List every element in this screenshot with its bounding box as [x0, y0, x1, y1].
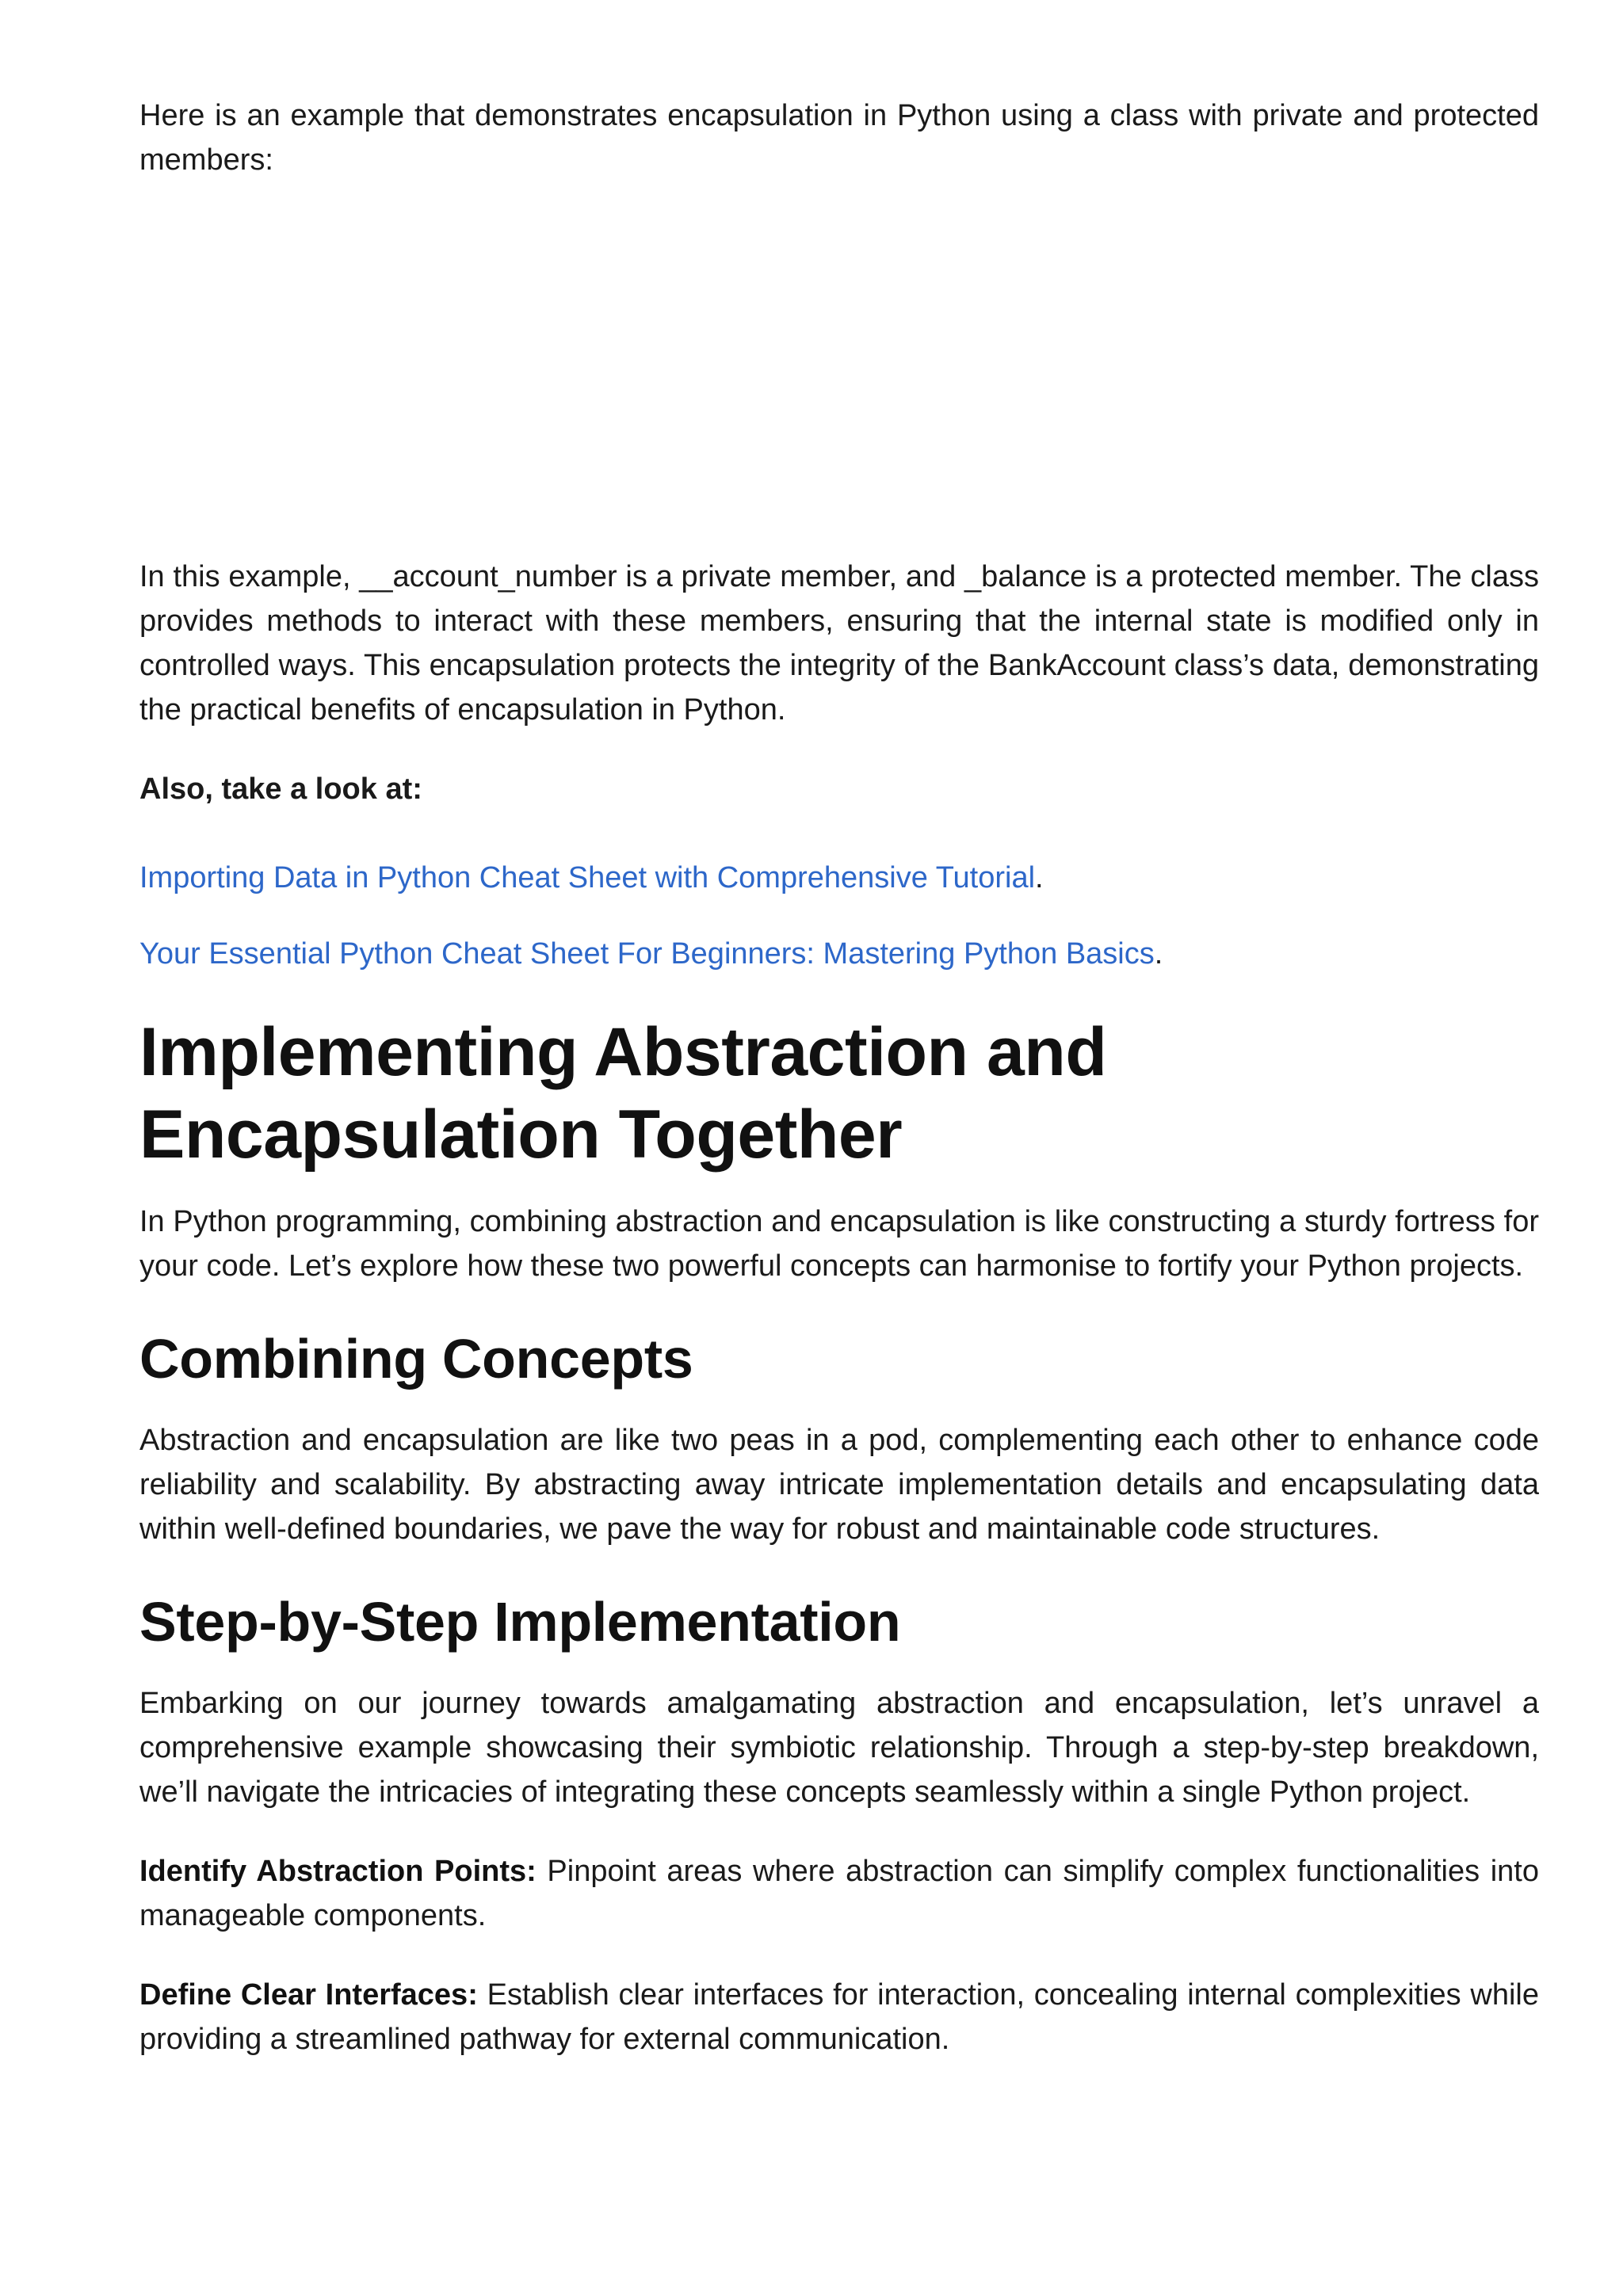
step-item-text: Establish clear interfaces for interaction, concealing internal complexities while providing a streamlined pathway for external communication. [139, 1978, 1539, 2056]
step-item [139, 1849, 1539, 1938]
implementing-paragraph: In Python programming, combining abstraction and encapsulation is like constructing a sturdy fortress for your code. Let’s explore how these two powerful concepts can harmonise to fortify your Python projects. [139, 1205, 1539, 1283]
step-item-text: Pinpoint areas where abstraction can simplify complex functionalities into manageable components. [139, 1855, 1539, 1932]
step-item-label: Define Clear Interfaces: [139, 1978, 478, 2012]
related-link-python-basics[interactable]: Your Essential Python Cheat Sheet For Beginners: Mastering Python Basics [139, 937, 1155, 971]
code-example-placeholder [139, 182, 1539, 555]
related-link-line [139, 932, 1539, 976]
section-heading-implementing: Implementing Abstraction and Encapsulation Together [139, 1014, 1107, 1173]
related-link-line [139, 856, 1539, 900]
combining-paragraph: Abstraction and encapsulation are like two peas in a pod, complementing each other to enhance code reliability and scalability. By abstracting away intricate implementation details and encapsulating data within well-defined boundaries, we pave the way for robust and maintainable code structures. [139, 1424, 1539, 1546]
step-item [139, 1973, 1539, 2061]
article-content [139, 93, 1539, 2061]
link-suffix: . [1035, 861, 1044, 894]
also-look-label: Also, take a look at: [139, 772, 422, 806]
steps-paragraph: Embarking on our journey towards amalgamating abstraction and encapsulation, let’s unravel a comprehensive example showcasing their symbiotic relationship. Through a step-by-step breakdown, we’ll navigate the intricacies of integrating these concepts seamlessly within a single Python project. [139, 1687, 1539, 1809]
link-suffix: . [1154, 937, 1163, 971]
step-item-label: Identify Abstraction Points: [139, 1855, 537, 1888]
section-heading-steps: Step-by-Step Implementation [139, 1591, 901, 1653]
intro-paragraph: Here is an example that demonstrates encapsulation in Python using a class with private and protected members: [139, 99, 1539, 177]
section-heading-combining: Combining Concepts [139, 1328, 693, 1390]
explanation-paragraph: In this example, __account_number is a private member, and _balance is a protected member. The class provides methods to interact with these members, ensuring that the internal state is modified only in controlled ways. This encapsulation protects the integrity of the BankAccount class’s data, demonstrating the practical benefits of encapsulation in Python. [139, 560, 1539, 727]
related-link-importing-data[interactable]: Importing Data in Python Cheat Sheet with Comprehensive Tutorial [139, 861, 1036, 894]
